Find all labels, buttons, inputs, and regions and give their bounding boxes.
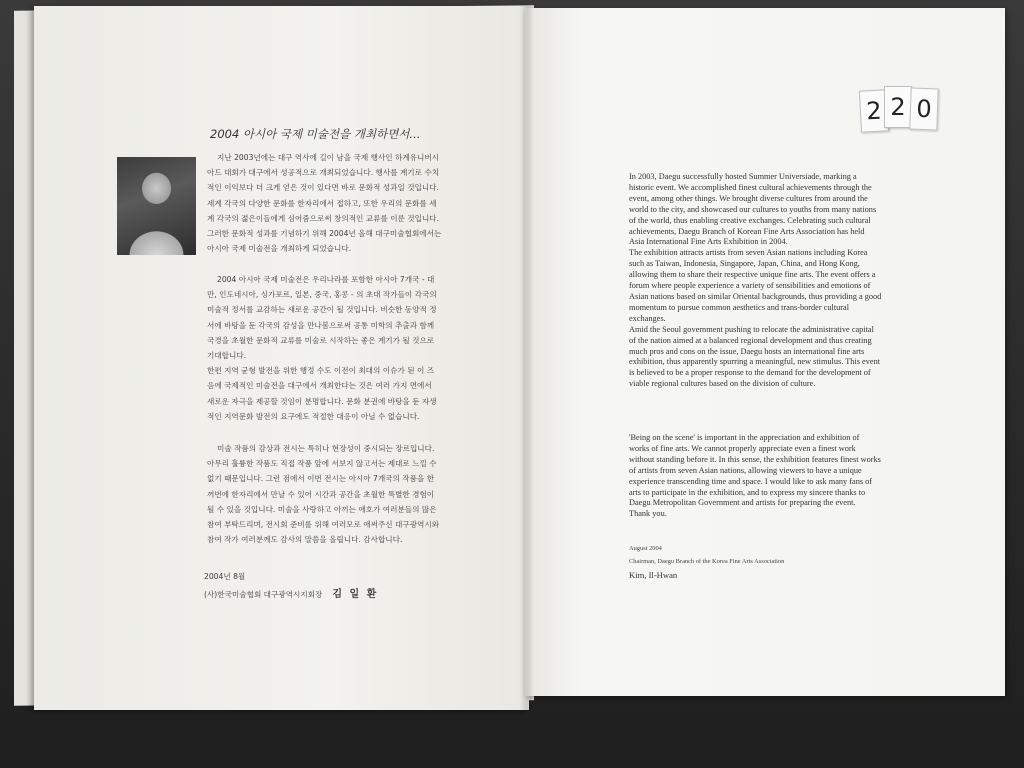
- text-line: 국경을 초월한 문화적 교류를 미술로 시작하는 좋은 계기가 될 것으로: [207, 335, 435, 345]
- text-line: 참여 부탁드리며, 전시회 준비를 위해 여러모로 애써주신 대구광역시와: [207, 520, 440, 530]
- text-line: In 2003, Daegu successfully hosted Summer Universiade, marking a: [629, 172, 857, 181]
- text-line: forum where people experience a variety of sensibilities and emotions of: [629, 281, 871, 291]
- text-line: without standing before it. In this sense, the exhibition features finest works: [629, 454, 881, 464]
- text-line: 미술적 정서를 교감하는 새로운 공간이 될 것입니다. 비슷한 동양적 정: [207, 305, 437, 315]
- sticker-digit: 2: [884, 86, 912, 128]
- text-line: momentum to pursue common aesthetics and trans-border cultural: [629, 302, 850, 312]
- sticker-digit: 2: [859, 89, 889, 132]
- text-line: arts to participate in the exhibition, and to express my sincere thanks to: [629, 487, 866, 497]
- korean-paragraph-3: [207, 441, 465, 547]
- text-line: 2004 아시아 국제 미술전은 우리나라를 포함한 아시아 7개국 - 대: [217, 275, 435, 284]
- text-line: 없기 때문입니다. 그런 점에서 이번 전시는 아시아 7개국의 작품을 한: [207, 474, 435, 484]
- text-line: exhibition, thus apparently spurring a meaningful, new stimulus. This event: [629, 357, 881, 367]
- text-line: of the nation aimed at a balanced regional development and thus creating: [629, 335, 872, 345]
- text-line: works of fine arts. We cannot properly appreciate even a finest work: [629, 443, 856, 453]
- korean-paragraph-1: [207, 150, 465, 256]
- text-line: Asia International Fine Arts Exhibition in 2004.: [629, 237, 788, 247]
- text-line: The exhibition attracts artists from seven Asian nations including Korea: [629, 248, 868, 258]
- text-line: 적인 지역문화 발전의 요구에도 적절한 대응이 아닐 수 없습니다.: [207, 411, 420, 421]
- text-line: 될 수 있을 것입니다. 미술을 사랑하고 아끼는 애호가 여러분들의 많은: [207, 504, 437, 514]
- text-line: Daegu Metropolitan Government and artists for preparing the event.: [629, 498, 856, 508]
- text-line: 한편 지역 균형 발전을 위한 행정 수도 이전이 최대의 이슈가 된 이 즈: [207, 366, 435, 376]
- text-line: much pros and cons on the issue, Daegu hosts an international fine arts: [629, 346, 865, 356]
- text-line: 만, 인도네시아, 싱가포르, 일본, 중국, 홍콩 - 의 초대 작가들이 각국의: [207, 290, 437, 300]
- text-line: viable regional cultures based on the division of culture.: [629, 379, 816, 389]
- chairman-portrait: [117, 157, 196, 255]
- text-line: 참여 작가 여러분께도 감사의 말씀을 올립니다. 감사합니다.: [207, 535, 403, 545]
- korean-affiliation: (사)한국미술협회 대구광역시지회장: [204, 590, 323, 599]
- english-paragraph-1: [629, 172, 929, 390]
- korean-paragraph-2: [207, 272, 465, 424]
- text-line: 지난 2003년에는 대구 역사에 길이 남을 국제 행사인 하계유니버시: [217, 153, 440, 162]
- text-line: Amid the Seoul government pushing to relocate the administrative capital: [629, 324, 874, 334]
- text-line: of the world, thus enabling creative exchanges. Celebrating such cultural: [629, 215, 871, 225]
- text-line: 기대합니다.: [207, 351, 247, 361]
- text-line: world to the city, and showcased our cultures to youths from many nations: [629, 204, 877, 214]
- page-number-sticker: [860, 84, 940, 128]
- text-line: experience transcending time and space. I would like to ask many fans of: [629, 476, 873, 486]
- text-line: exchanges.: [629, 313, 666, 323]
- text-line: 아무리 훌륭한 작품도 직접 작품 앞에 서보지 않고서는 제대로 느낄 수: [207, 459, 437, 469]
- text-line: achievements, Daegu Branch of Korean Fine Arts Association has held: [629, 226, 865, 236]
- sticker-digit: 0: [909, 88, 938, 131]
- text-line: historic event. We accomplished finest cultural achievements through the: [629, 182, 872, 192]
- english-signer-title: Chairman, Daegu Branch of the Korea Fine Arts Association: [629, 558, 785, 565]
- korean-signer-name: 김 일 환: [332, 589, 379, 600]
- english-paragraph-2: [629, 433, 929, 520]
- text-line: 새로운 자극을 제공할 것임이 분명합니다. 문화 분권에 바탕을 둔 자생: [207, 396, 437, 406]
- text-line: 서에 바탕을 둔 각국의 감성을 만나봄으로써 공통 미학의 추출과 함께: [207, 320, 435, 330]
- text-line: of artists from seven Asian nations, allowing viewers to have a unique: [629, 465, 862, 475]
- text-line: Asian nations based on similar Oriental backgrounds, thus providing a good: [629, 291, 882, 301]
- text-line: 세계 각국의 다양한 문화를 한자리에서 접하고, 또한 우리의 문화를 세: [207, 198, 437, 208]
- english-date: August 2004: [629, 545, 662, 552]
- korean-signature: [204, 585, 378, 600]
- text-line: 꺼번에 한자리에서 만날 수 있어 시간과 공간을 초월한 특별한 경험이: [207, 489, 435, 499]
- korean-date: 2004년 8월: [204, 572, 246, 581]
- text-line: 적인 이익보다 더 크게 얻은 것이 있다면 바로 문화적 성과일 것입니다.: [207, 183, 439, 193]
- text-line: such as Taiwan, Indonesia, Singapore, Japan, China, and Hong Kong,: [629, 259, 860, 269]
- text-line: 'Being on the scene' is important in the appreciation and exhibition of: [629, 433, 860, 442]
- text-line: event, among other things. We brought diverse cultures from around the: [629, 193, 868, 203]
- korean-title: 2004 아시아 국제 미술전을 개최하면서...: [210, 127, 421, 141]
- english-signer-name: Kim, Il-Hwan: [629, 570, 678, 580]
- text-line: 그러한 문화적 성과를 기념하기 위해 2004년 올해 대구미술협회에서는: [207, 229, 442, 239]
- text-line: 미술 작품의 감상과 전시는 특히나 현장성이 중시되는 장르입니다.: [217, 444, 435, 453]
- text-line: 음에 국제적인 미술전을 대구에서 개최한다는 것은 여러 가지 면에서: [207, 381, 432, 391]
- text-line: allowing them to share their respective unique fine arts. The event offers a: [629, 270, 876, 280]
- book-gutter: [520, 6, 534, 710]
- text-line: 아드 대회가 대구에서 성공적으로 개최되었습니다. 행사를 계기로 수치: [207, 168, 440, 178]
- text-line: Thank you.: [629, 509, 667, 519]
- text-line: 아시아 국제 미술전을 개최하게 되었습니다.: [207, 244, 352, 254]
- text-line: 계 각국의 젊은이들에게 심어줌으로써 창의적인 교류를 이룬 것입니다.: [207, 213, 440, 223]
- text-line: is believed to be a proper response to the demand for the development of: [629, 368, 871, 378]
